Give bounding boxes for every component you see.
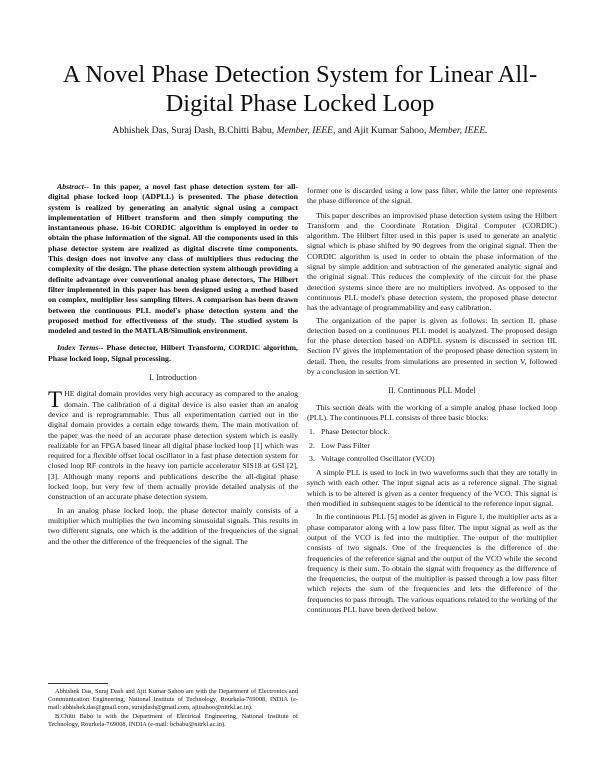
abstract (48, 182, 298, 336)
paragraph-continuation: former one is discarded using a low pass filter, while the latter one represents the phase difference of the signal. (307, 186, 557, 206)
index-terms-label: Index Terms-- (57, 343, 104, 353)
footnotes (48, 688, 298, 729)
footnote-affiliation-2: B.Chitti Babu is with the Department of Electrical Engineering, National Institute of Technology, Rourkela-769008, INDIA (e-mail: bcbabu@nitrkl.ac.in). (48, 712, 298, 728)
pll-paragraph-3: In the continuous PLL [5] model as given in Figure 1, the multiplier acts as a phase comparator along with a low pass filter. The input signal as well as the output of the VCO is fed into the multiplier. The output of the multiplier consists of two signals. One of the frequencies is the difference of the frequencies of the reference signal and the output of the VCO while the second frequency is their sum. To obtain the signal with frequency as the difference of the frequencies, the output of the multiplier is passed through a low pass filter which rejects the sum of the frequencies and lets the difference of the frequencies to pass through. The various equations related to the working of the continuous PLL have been derived below. (307, 512, 557, 614)
pll-block-list (307, 427, 557, 464)
pll-paragraph-2: A simple PLL is used to lock in two waveforms such that they are totally in synch with each other. The input signal acts as a reference signal. The signal which is to be altered is given as a center frequency of the VCO. This signal is then modified in subsequent stages to be identical to the reference input signal. (307, 468, 557, 509)
index-terms (48, 343, 298, 364)
author-membership-2: Member, IEEE. (428, 125, 488, 136)
introduction-paragraph-2: In an analog phase locked loop, the phase detector mainly consists of a multiplier which multiplies the two incoming sinusoidal signals. This results in two different signals, one which is the addition of the frequencies of the signal and the other the difference of the frequencies of the signal. The (48, 505, 298, 546)
abstract-label: Abstract-- (57, 182, 90, 191)
introduction-text-1: HE digital domain provides very high accuracy as compared to the analog domain. The calibration of a digital device is also easier than an analog device and is reprogrammable. Thus all experimentation carried out in the digital domain provides a certain edge towards them. The main motivation of the paper was the need of an accurate phase detection system which is easily realizable for an FPGA based linear all digital phase locked loop [1] which was required for a flexible offset local oscillator in a fast phase detection system for closed loop RF controls in the heavy ion particle accelerator SIS18 at GSI [2], [3]. Although many reports and publications describe the all-digital phase locked loop, but very few of them actually provide detailed analysis of the construction of an accurate phase detection system. (48, 389, 298, 502)
authors-names-2: and Ajit Kumar Sahoo, (335, 125, 429, 136)
paper-title: A Novel Phase Detection System for Linear All-Digital Phase Locked Loop (62, 61, 538, 117)
list-item: 1. Phase Detector block. (309, 427, 390, 437)
author-membership-1: Member, IEEE, (276, 125, 336, 136)
introduction-paragraph-1 (48, 389, 298, 502)
list-item: 3. Voltage controlled Oscillator (VCO) (309, 453, 435, 463)
index-terms-text: Phase detector, Hilbert Transform, CORDIC algorithm, Phase locked loop, Signal processing. (48, 343, 298, 363)
section-heading-introduction: I. Introduction (149, 373, 197, 383)
authors-names: Abhishek Das, Suraj Dash, B.Chitti Babu, (112, 125, 277, 136)
right-column (307, 186, 557, 615)
list-item: 2. Low Pass Filter (309, 440, 370, 450)
abstract-text: In this paper, a novel fast phase detection system for all-digital phase locked loop (ADPLL) is presented. The phase detection system is realized by generating an analytic signal using a compact implementation of Hilbert transform and then simply computing the instantaneous phase. 16-bit CORDIC algorithm is employed in order to obtain the phase information of the signal. All the components used in this phase detector system are realized as digital discrete time components. This design does not involve any class of multipliers thus reducing the complexity of the design. The phase detection system although providing a definite advantage over conventional analog phase detectors, The Hilbert filter implemented in this paper has been designed using a method based on complex, multiplier less sampling filters. A comparison has been drawn between the continuous PLL model's phase detection system and the proposed method for effectiveness of the study. The studied system is modeled and tested in the MATLAB/Simulink environment. (48, 182, 298, 336)
pll-paragraph-1: This section deals with the working of a simple analog phase locked loop (PLL). The continuous PLL consists of three basic blocks: (307, 402, 557, 422)
footnote-affiliation-1: Abhishek Das, Suraj Dash and Ajit Kumar Sahoo are with the Department of Electronics and Communication Engineering, National Institute of Technology, Rourkela-769008, INDIA (e-mail: abhishek.das@gmail.com, surajdash@gmail.com, ajitsahoo@nitrkl.ac.in). (48, 688, 298, 712)
author-line (30, 125, 570, 136)
introduction-paragraph-4: The organization of the paper is given as follows: In section II, phase detection based on a continuous PLL model is analyzed. The proposed design for the phase detection based on ADPLL system is discussed in section III. Section IV gives the implementation of the proposed phase detection system in detail. Then, the results from simulations are presented in section V, followed by a conclusion in section VI. (307, 315, 557, 377)
drop-cap: T (48, 387, 63, 413)
left-column (48, 182, 298, 547)
section-heading-continuous-pll: II. Continuous PLL Model (388, 386, 476, 396)
introduction-paragraph-3: This paper describes an improvised phase detection system using the Hilbert Transform and the Coordinate Rotation Digital Computer (CORDIC) algorithm. The Hilbert filter used in this paper is used to generate an analytic signal which is phase shifted by 90 degrees from the original signal. Then the CORDIC algorithm is used in order to obtain the phase information of the signal by simple addition and subtraction of the generated analytic signal and the original signal. This reduces the complexity of the circuit for the phase detection systems since there are no multipliers involved. As opposed to the continuous PLL model's phase detection system, the proposed phase detector has the advantage of programmability and easy calibration. (307, 210, 557, 313)
footnote-divider (48, 683, 108, 684)
